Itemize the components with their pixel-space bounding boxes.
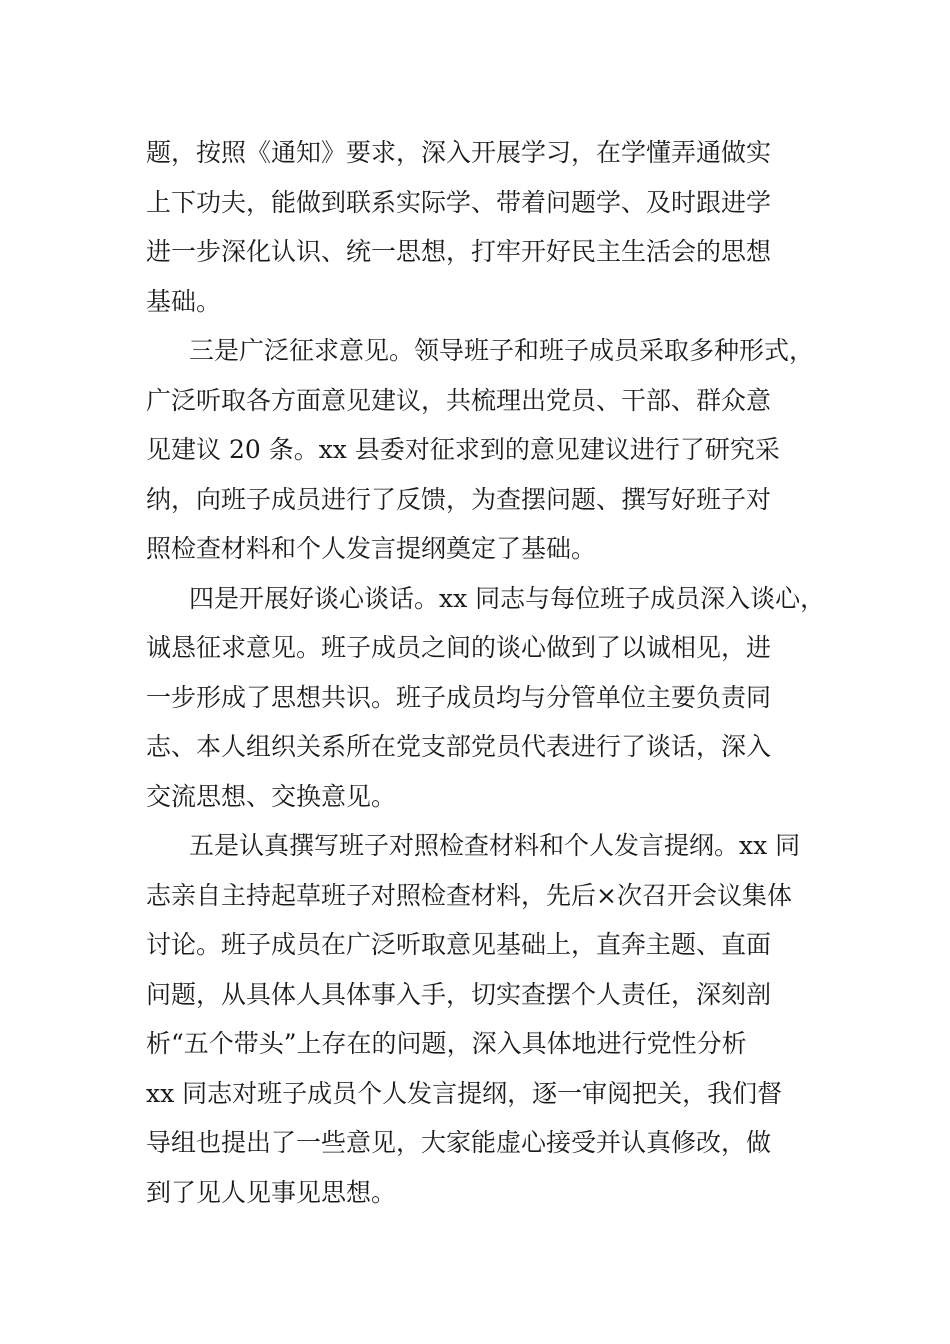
- text-line: 题，按照《通知》要求，深入开展学习，在学懂弄通做实: [146, 138, 772, 167]
- text-line: 析“五个带头”上存在的问题，深入具体地进行党性分析: [146, 1029, 747, 1058]
- text-line: 诚恳征求意见。班子成员之间的谈心做到了以诚相见，进: [146, 633, 772, 662]
- document-page: [146, 128, 826, 1217]
- text-line: xx 同志对班子成员个人发言提纲，逐一审阅把关，我们督: [146, 1078, 783, 1108]
- paragraph-four: [146, 574, 826, 822]
- paragraph-five: [146, 821, 826, 1217]
- text-line: 纳，向班子成员进行了反馈，为查摆问题、撰写好班子对: [146, 484, 772, 514]
- text-line: 讨论。班子成员在广泛听取意见基础上，直奔主题、直面: [146, 930, 772, 959]
- paragraph-three: [146, 326, 826, 574]
- text-line: 到了见人见事见思想。: [146, 1177, 397, 1207]
- text-line: 导组也提出了一些意见，大家能虚心接受并认真修改，做: [146, 1128, 772, 1157]
- text-line: 进一步深化认识、统一思想，打牢开好民主生活会的思想: [146, 237, 772, 266]
- text-line: 广泛听取各方面意见建议，共梳理出党员、干部、群众意: [146, 385, 772, 415]
- paragraph-continuation: [146, 128, 826, 326]
- text-line: 问题，从具体人具体事入手，切实查摆个人责任，深刻剖: [146, 979, 772, 1009]
- text-line: 交流思想、交换意见。: [146, 781, 397, 811]
- text-line: 三是广泛征求意见。领导班子和班子成员采取多种形式，: [189, 336, 815, 365]
- text-line: 志亲自主持起草班子对照检查材料，先后×次召开会议集体: [146, 880, 792, 910]
- text-line: 一步形成了思想共识。班子成员均与分管单位主要负责同: [146, 682, 772, 712]
- text-line: 基础。: [146, 286, 222, 316]
- text-line: 照检查材料和个人发言提纲奠定了基础。: [146, 534, 597, 563]
- text-line: 四是开展好谈心谈话。xx 同志与每位班子成员深入谈心，: [189, 583, 826, 613]
- text-line: 见建议 20 条。xx 县委对征求到的意见建议进行了研究采: [146, 435, 780, 464]
- text-line: 志、本人组织关系所在党支部党员代表进行了谈话，深入: [146, 732, 772, 761]
- text-line: 上下功夫，能做到联系实际学、带着问题学、及时跟进学: [146, 187, 772, 217]
- text-line: 五是认真撰写班子对照检查材料和个人发言提纲。xx 同: [189, 831, 801, 860]
